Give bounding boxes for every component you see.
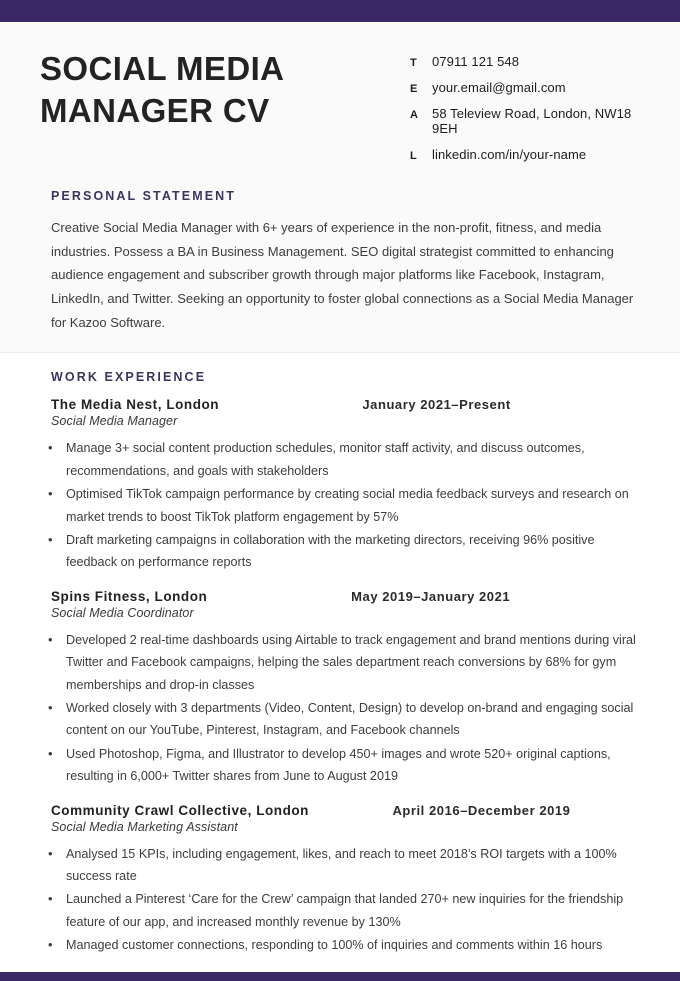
contact-email-value[interactable]: your.email@gmail.com [432,80,566,95]
contact-address-value: 58 Teleview Road, London, NW18 9EH [432,106,632,136]
job-bullet: • Manage 3+ social content production schedules, monitor staff activity, and discuss outcomes, recommendations, and goals with stakeholders [40,437,640,482]
contact-row-phone [410,54,640,69]
top-accent-bar [0,0,680,22]
job-role-title: Social Media Manager [51,414,178,429]
job-header [51,397,640,412]
job-bullet: • Optimised TikTok campaign performance by creating social media feedback surveys and research on market trends to boost TikTok platform engagement by 57% [40,483,640,528]
address-icon: A [410,109,418,121]
job-company-name: Spins Fitness, London [51,588,208,604]
job-bullet: • Worked closely with 3 departments (Video, Content, Design) to develop on-brand and engaging social content on our YouTube, Pinterest, Instagram, and Facebook channels [40,697,640,742]
job-bullet: • Analysed 15 KPIs, including engagement, likes, and reach to meet 2018’s ROI targets with a 100% success rate [40,843,640,888]
email-icon: E [410,83,418,95]
job-bullet: • Used Photoshop, Figma, and Illustrator to develop 450+ images and wrote 520+ original captions, resulting in 6,000+ Twitter shares from June to August 2019 [40,743,640,788]
contact-row-email [410,80,640,95]
job-dates: May 2019–January 2021 [351,588,511,604]
contact-linkedin-value[interactable]: linkedin.com/in/your-name [432,147,587,162]
job-bullet: • Draft marketing campaigns in collaboration with the marketing directors, receiving 96% positive feedback on performance reports [40,529,640,574]
job-dates: April 2016–December 2019 [392,802,571,818]
job-entry [40,803,640,957]
job-company-name: The Media Nest, London [51,397,220,413]
job-header [51,589,640,604]
personal-statement-heading: PERSONAL STATEMENT [51,189,237,203]
job-company-name: Community Crawl Collective, London [51,802,309,818]
job-bullet: • Managed customer connections, responding to 100% of inquiries and comments within 16 hours [40,934,640,956]
contact-row-address [410,106,640,136]
contact-row-linkedin [410,147,640,162]
personal-statement-text: Creative Social Media Manager with 6+ years of experience in the non-profit, fitness, and media industries. Possess a BA in Business Management. SEO digital strategist committed to enhancing audience engagement and subscriber growth through major platforms like Facebook, Instagram, LinkedIn, and Twitter. Seeking an opportunity to foster global connections as a Social Media Manager for Kazoo Software. [51,220,634,330]
cv-header [0,22,680,189]
job-entry [40,397,640,573]
job-bullet: • Developed 2 real-time dashboards using Airtable to track engagement and brand mentions during viral Twitter and Facebook campaigns, helping the sales department reach conversions by 68% for gym memberships and drop-in classes [40,629,640,696]
job-role-title: Social Media Marketing Assistant [51,819,238,834]
contact-phone-value: 07911 121 548 [432,54,520,69]
title-block [40,48,410,132]
job-role-title: Social Media Coordinator [51,605,194,620]
work-experience-heading: WORK EXPERIENCE [51,370,207,385]
job-dates: January 2021–Present [362,397,511,413]
phone-icon: T [410,57,417,69]
linkedin-icon: L [410,150,417,162]
job-header [51,803,640,818]
page-title: SOCIAL MEDIA MANAGER CV [40,50,284,130]
work-experience-section [0,353,680,971]
job-bullet: • Launched a Pinterest ‘Care for the Crew’ campaign that landed 270+ new inquiries for the friendship feature of our app, and increased monthly revenue by 130% [40,888,640,933]
contact-details [410,48,640,173]
job-bullet-list [40,437,640,573]
personal-statement-section [0,189,680,352]
job-entry [40,589,640,788]
bottom-accent-bar [0,972,680,981]
job-bullet-list [40,843,640,957]
job-bullet-list [40,629,640,788]
